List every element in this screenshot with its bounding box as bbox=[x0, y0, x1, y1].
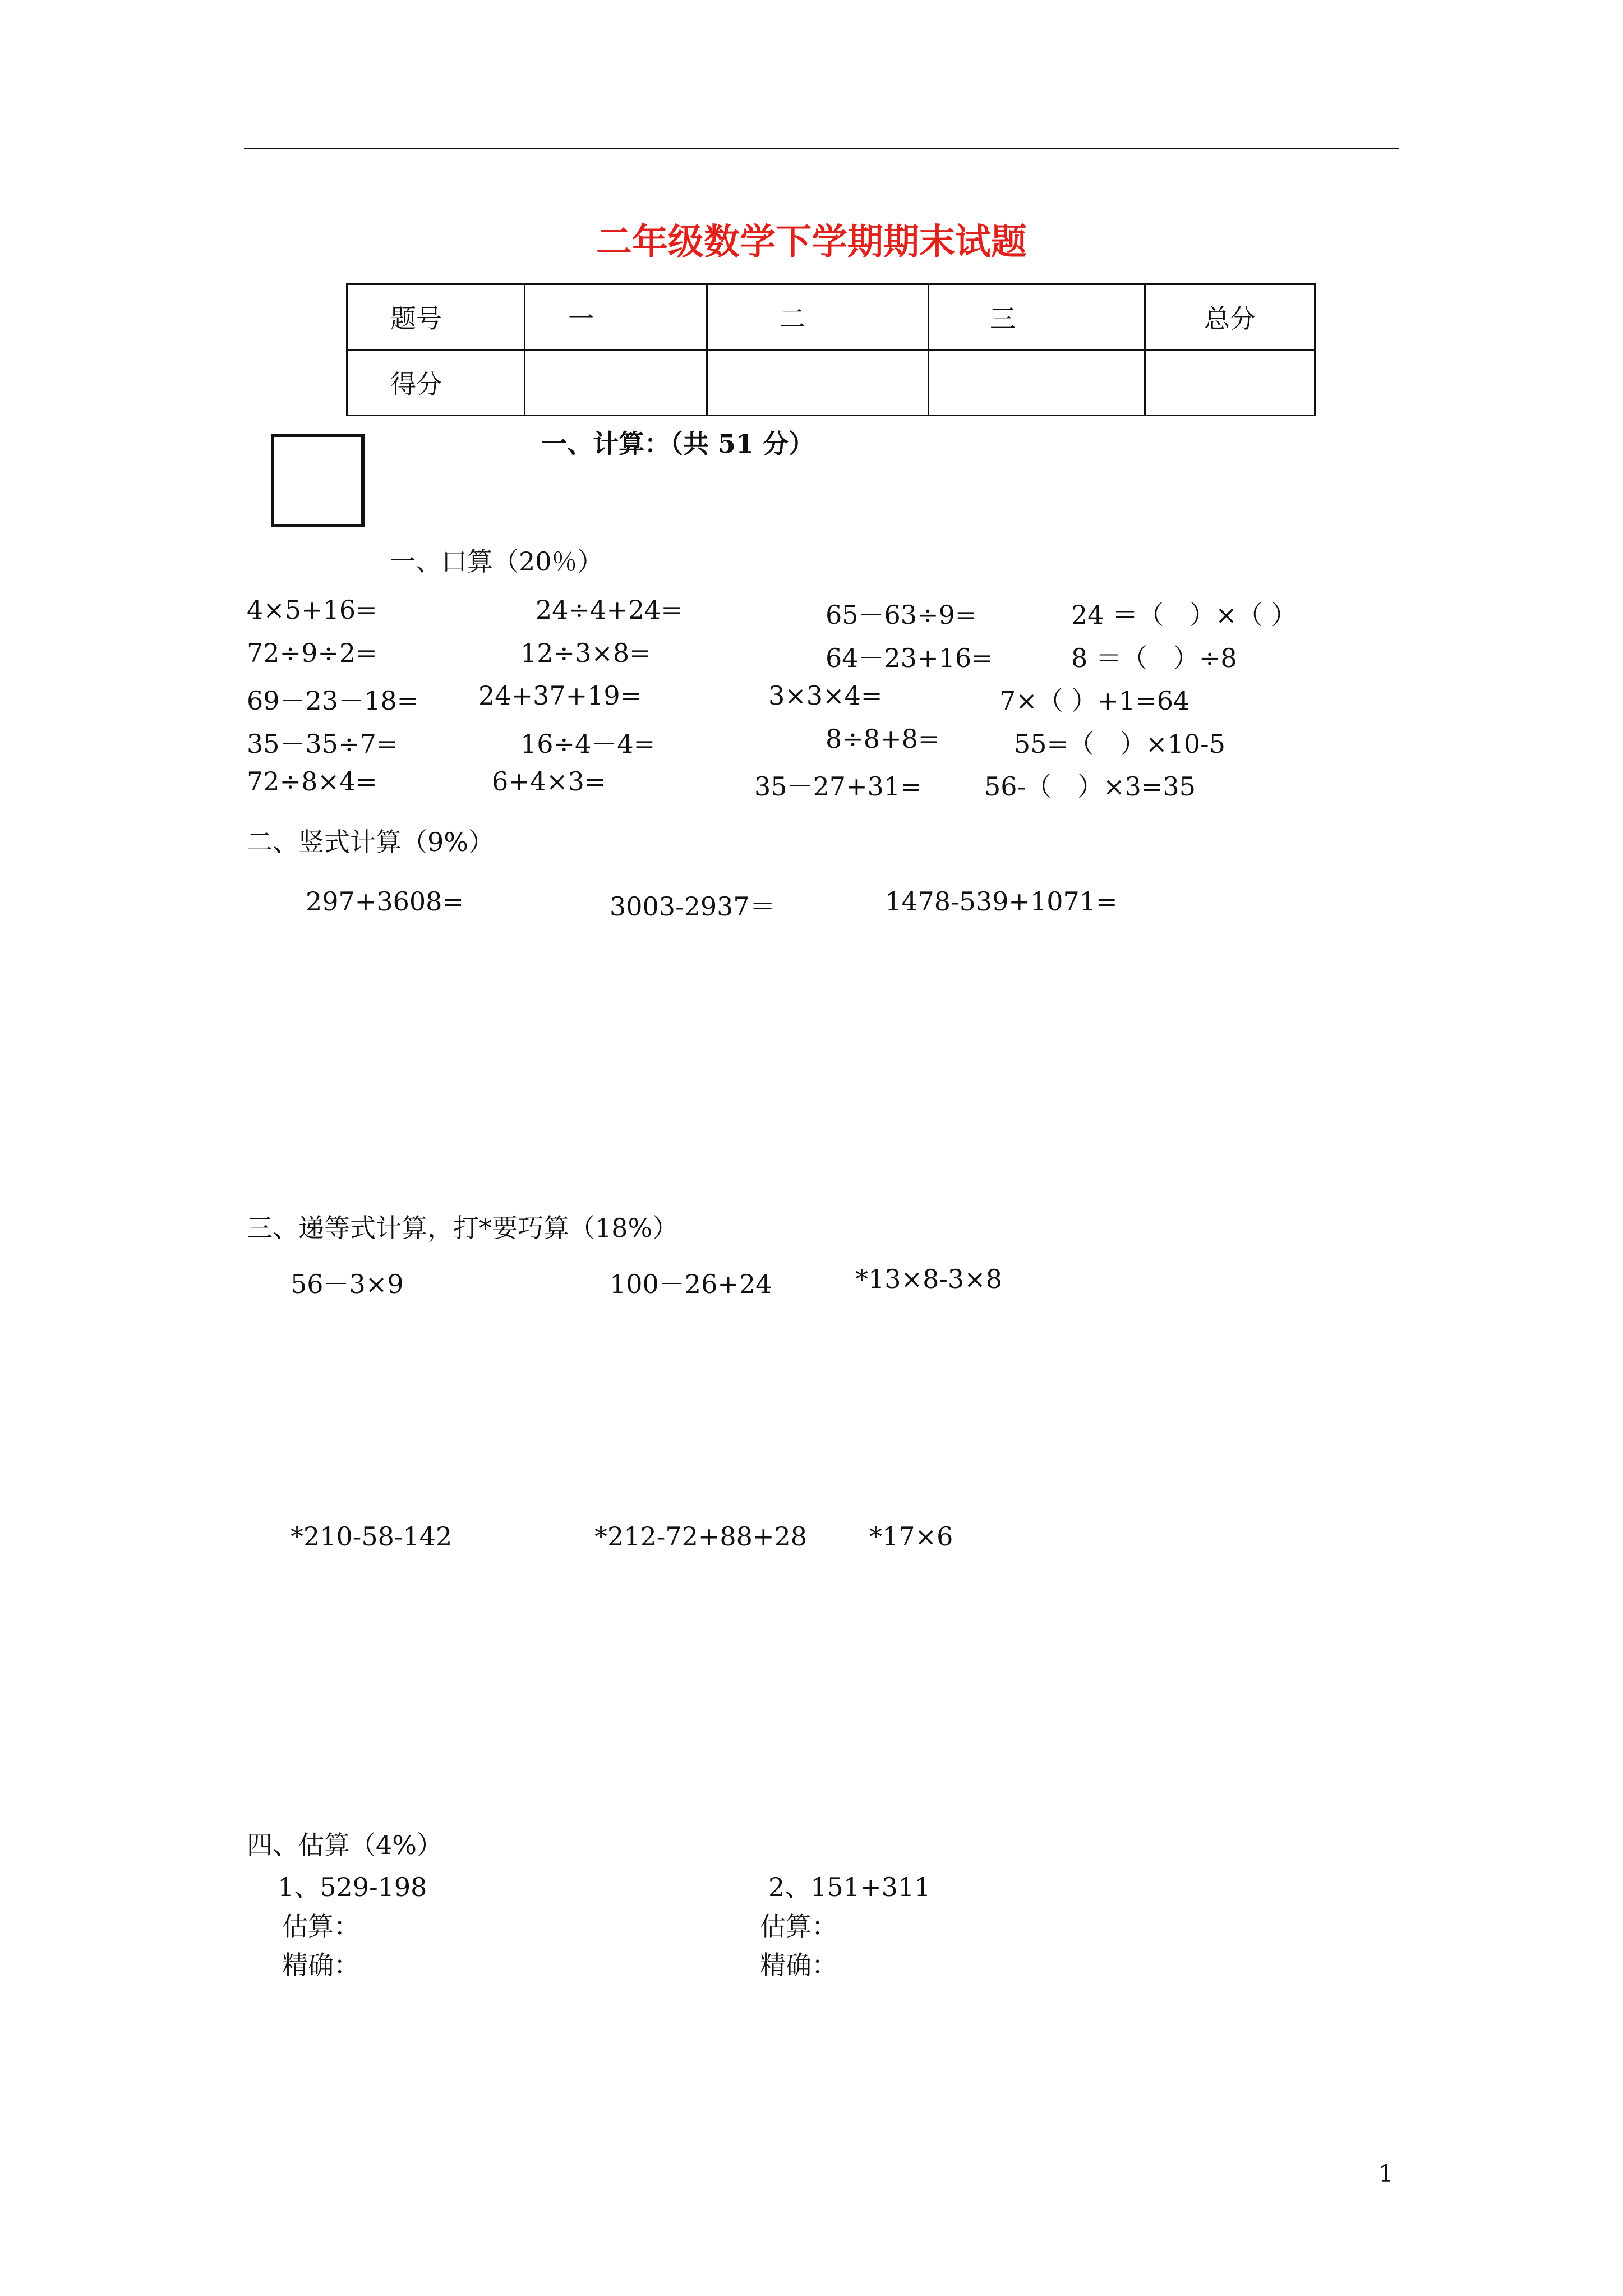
estimate-heading: 四、估算（4%） bbox=[247, 1830, 442, 1860]
score-header-label: 题号 bbox=[347, 284, 525, 350]
score-cell-total[interactable] bbox=[1145, 350, 1315, 416]
oral-item: 64－23+16= bbox=[826, 643, 993, 673]
estimate-expr: 1、529-198 bbox=[278, 1872, 427, 1902]
oral-item: 55=（ ）×10-5 bbox=[1014, 729, 1225, 759]
score-table-header-row bbox=[347, 284, 1315, 350]
oral-item: 8÷8+8= bbox=[826, 724, 940, 754]
page-number: 1 bbox=[1378, 2160, 1394, 2187]
score-row-label: 得分 bbox=[347, 350, 525, 416]
oral-item: 8 ＝（ ）÷8 bbox=[1071, 643, 1237, 673]
vertical-heading: 二、竖式计算（9%） bbox=[247, 827, 494, 857]
section-score-box[interactable] bbox=[271, 434, 365, 527]
oral-item: 12÷3×8= bbox=[520, 638, 651, 668]
score-cell-part1[interactable] bbox=[525, 350, 707, 416]
oral-item: 72÷9÷2= bbox=[247, 638, 377, 668]
stepwise-item: *210-58-142 bbox=[291, 1521, 453, 1552]
stepwise-item: *17×6 bbox=[869, 1521, 953, 1552]
oral-item: 56-（ ）×3=35 bbox=[984, 771, 1196, 802]
estimate-label: 估算： bbox=[760, 1911, 837, 1941]
oral-item: 65－63÷9= bbox=[826, 600, 977, 630]
score-table-score-row bbox=[347, 350, 1315, 416]
exact-label: 精确： bbox=[282, 1950, 359, 1980]
oral-item: 4×5+16= bbox=[247, 595, 377, 625]
oral-item: 16÷4－4= bbox=[520, 729, 656, 759]
score-cell-part2[interactable] bbox=[707, 350, 929, 416]
oral-item: 24 ＝（ ）×（ ） bbox=[1071, 600, 1297, 630]
oral-item: 7×（ ）+1=64 bbox=[999, 685, 1190, 716]
vertical-item: 297+3608= bbox=[306, 886, 464, 917]
stepwise-item: *212-72+88+28 bbox=[594, 1521, 808, 1552]
oral-item: 35－27+31= bbox=[754, 771, 922, 802]
stepwise-heading: 三、递等式计算，打*要巧算（18%） bbox=[247, 1213, 679, 1243]
header-rule bbox=[244, 148, 1399, 149]
score-header-part1: 一 bbox=[525, 284, 707, 350]
score-header-part2: 二 bbox=[707, 284, 929, 350]
oral-item: 72÷8×4= bbox=[247, 766, 377, 797]
oral-item: 69－23－18= bbox=[247, 685, 419, 716]
oral-item: 24+37+19= bbox=[478, 680, 642, 711]
oral-item: 3×3×4= bbox=[768, 680, 883, 711]
oral-heading: 一、口算（20％） bbox=[390, 546, 603, 577]
page-title: 二年级数学下学期期末试题 bbox=[596, 221, 1027, 263]
stepwise-item: 100－26+24 bbox=[610, 1269, 772, 1299]
stepwise-item: *13×8-3×8 bbox=[855, 1264, 1002, 1294]
score-table bbox=[346, 283, 1316, 416]
vertical-item: 3003-2937＝ bbox=[610, 891, 776, 922]
estimate-expr: 2、151+311 bbox=[768, 1872, 931, 1902]
part1-title: 一、计算：（共 51 分） bbox=[541, 429, 815, 459]
stepwise-item: 56－3×9 bbox=[291, 1269, 404, 1299]
estimate-label: 估算： bbox=[282, 1911, 359, 1941]
oral-item: 35－35÷7= bbox=[247, 729, 398, 759]
score-header-total: 总分 bbox=[1145, 284, 1315, 350]
score-header-part3: 三 bbox=[929, 284, 1145, 350]
exact-label: 精确： bbox=[760, 1950, 837, 1980]
score-cell-part3[interactable] bbox=[929, 350, 1145, 416]
vertical-item: 1478-539+1071= bbox=[885, 886, 1118, 917]
oral-item: 6+4×3= bbox=[492, 766, 606, 797]
oral-item: 24÷4+24= bbox=[536, 595, 683, 625]
